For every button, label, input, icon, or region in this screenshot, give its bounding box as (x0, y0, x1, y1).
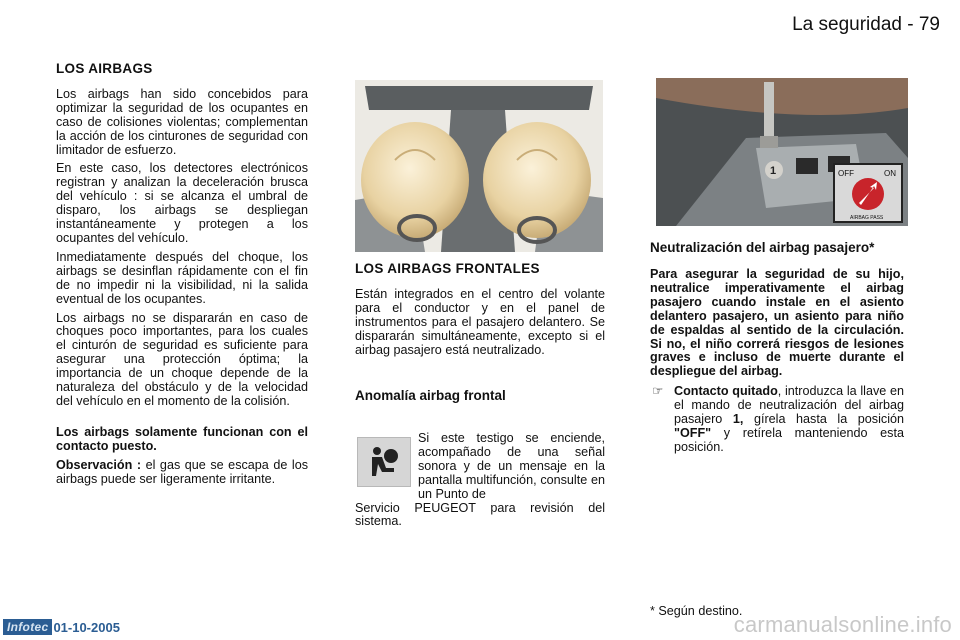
bullet-text-part: y retírela manteniendo esta posición. (674, 425, 904, 454)
footer-date: 01-10-2005 (53, 619, 120, 635)
switch-label-off: OFF (838, 169, 854, 178)
page-header: La seguridad - 79 (792, 14, 940, 35)
paragraph: Si este testigo se enciende, acompañado de una señal sonora y de un mensaje en la pantalla multifunción, consulte en un Punto de (418, 431, 605, 501)
bullet-text-part: gírela hasta la posición (743, 412, 904, 427)
section-heading-neutralization: Neutralización del airbag pasajero* (650, 240, 875, 255)
bullet-off-label: "OFF" (674, 425, 712, 440)
section-heading-frontal: LOS AIRBAGS FRONTALES (355, 261, 540, 276)
infotec-logo: Infotec (3, 619, 52, 635)
contact-note: Los airbags solamente funcionan con el contacto puesto. (56, 424, 308, 453)
observation-text: el gas que se escapa de los airbags puede ser ligeramente irritante. (56, 457, 308, 486)
footer (3, 619, 120, 635)
bullet-text-part: , introduzca la llave en el mando de neutralización del airbag pasajero (674, 384, 904, 427)
bullet-label: Contacto quitado (674, 384, 778, 399)
procedure-bullet (650, 385, 904, 455)
switch-label-caption: AIRBAG PASS (850, 215, 884, 221)
bullet-text (674, 385, 904, 455)
section-heading-airbags: LOS AIRBAGS (56, 61, 153, 76)
switch-label-number: 1 (770, 165, 777, 177)
passenger-airbag-column (650, 240, 904, 455)
airbags-intro-column (56, 62, 308, 491)
footnote: * Según destino. (650, 604, 743, 618)
observation-label: Observación : (56, 457, 142, 472)
observation-note (56, 459, 308, 487)
passenger-airbag-switch-illustration (656, 78, 908, 226)
child-safety-warning: Para asegurar la seguridad de su hijo, neutralice imperativamente el airbag pasajero cuando instale en el asiento delantero pasajero, un asiento para niño de espaldas al sentido de la circulación. Si no, el niño correrá riesgos de lesiones graves e incluso de muerte durante el despliegue del airbag. (650, 267, 904, 379)
frontal-airbags-illustration (355, 80, 603, 252)
anomaly-text (355, 432, 605, 529)
paragraph: Los airbags no se dispararán en caso de choques poco importantes, para los cuales el cinturón de seguridad es suficiente para asegurar una protección óptima; la importancia de un choque depende de la naturaleza del obstáculo y de la velocidad del vehículo en el momento de la colisión. (56, 310, 308, 408)
pointing-hand-icon: ☞ (652, 384, 664, 399)
paragraph: Están integrados en el centro del volante para el conductor y en el panel de instrumentos para el pasajero delantero. Se dispararán simultáneamente, excepto si el airbag pasajero está neutralizado. (355, 286, 605, 357)
bullet-number: 1, (732, 412, 744, 427)
paragraph: Servicio PEUGEOT para revisión del sistema. (355, 500, 605, 529)
paragraph: Inmediatamente después del choque, los airbags se desinflan rápidamente con el fin de no impedir ni la visibilidad, ni la salida eventual de los ocupantes. (56, 249, 308, 306)
paragraph: Los airbags han sido concebidos para optimizar la seguridad de los ocupantes en caso de colisiones violentas; complementan la acción de los cinturones de seguridad con limitador de esfuerzo. (56, 86, 308, 157)
paragraph: En este caso, los detectores electrónicos registran y analizan la deceleración brusca del vehículo : si se alcanza el umbral de disparo, los airbags se despliegan instantáneamente y protegen a los ocupantes del vehículo. (56, 161, 308, 245)
frontal-airbags-column (355, 262, 605, 416)
section-heading-anomaly: Anomalía airbag frontal (355, 388, 506, 404)
watermark: carmanualsonline.info (733, 612, 952, 637)
switch-label-on: ON (884, 169, 896, 178)
